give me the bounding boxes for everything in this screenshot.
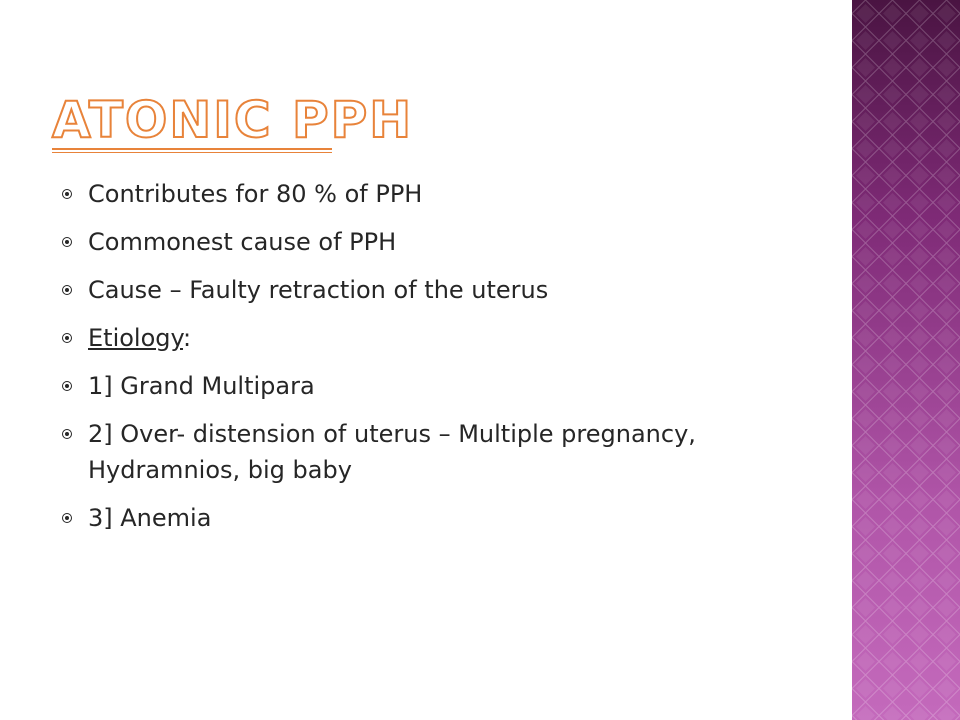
bullet-text: 1] Grand Multipara	[88, 372, 315, 400]
bullet-item	[62, 272, 822, 308]
bullet-text: 3] Anemia	[88, 504, 212, 532]
bullet-icon	[62, 381, 72, 391]
diamond-pattern	[852, 0, 960, 720]
bullet-text: Commonest cause of PPH	[88, 228, 397, 256]
bullet-suffix: :	[182, 324, 192, 352]
bullet-icon	[62, 237, 72, 247]
bullet-icon	[62, 333, 72, 343]
bullet-text: Cause – Faulty retraction of the uterus	[88, 276, 549, 304]
bullet-item	[62, 176, 822, 212]
bullet-text: 2] Over- distension of uterus – Multiple pregnancy, Hydramnios, big baby	[88, 420, 696, 484]
bullet-item	[62, 500, 822, 536]
bullet-text-underlined: Etiology	[88, 324, 183, 352]
bullet-item	[62, 320, 822, 356]
bullet-item	[62, 416, 822, 488]
bullet-icon	[62, 429, 72, 439]
bullet-text: Contributes for 80 % of PPH	[88, 180, 423, 208]
slide-title: ATONIC PPH	[52, 91, 414, 149]
decorative-side-panel	[852, 0, 960, 720]
bullet-icon	[62, 285, 72, 295]
bullet-item	[62, 368, 822, 404]
bullet-item	[62, 224, 822, 260]
bullet-list	[62, 176, 822, 548]
title-underline	[52, 148, 332, 153]
bullet-icon	[62, 513, 72, 523]
bullet-icon	[62, 189, 72, 199]
